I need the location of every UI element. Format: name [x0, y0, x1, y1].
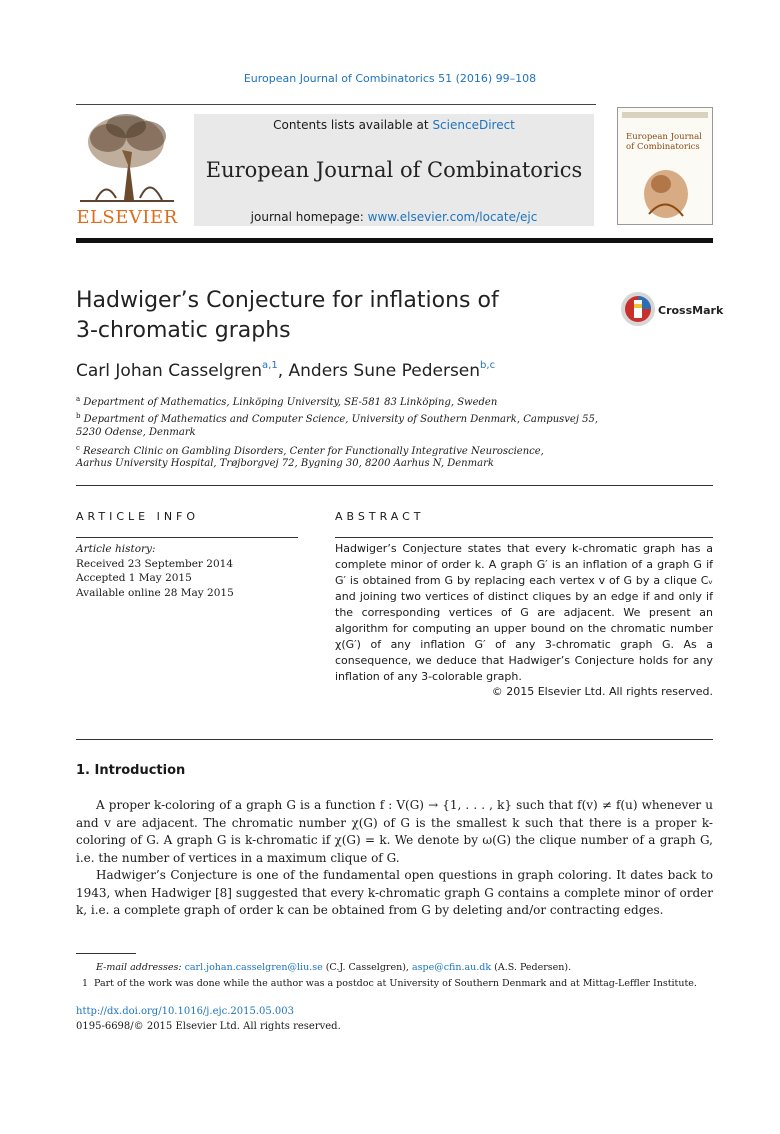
cover-top-strip [622, 112, 708, 118]
footnote-1-text: Part of the work was done while the author was a postdoc at University of Southern Denmark and at Mittag-Leffler Institute. [94, 978, 697, 989]
author-2-affil[interactable]: b,c [480, 360, 496, 371]
email-footnote [76, 960, 716, 975]
doi-link[interactable]: http://dx.doi.org/10.1016/j.ejc.2015.05.003 [76, 1006, 294, 1017]
footnote-rule [76, 953, 136, 954]
cover-title: European Journal of Combinatorics [626, 132, 702, 152]
affiliation-c-line-2: Aarhus University Hospital, Trøjborgvej 72, Bygning 30, 8200 Aarhus N, Denmark [76, 458, 494, 469]
abstract-heading: ABSTRACT [335, 510, 425, 523]
article-info-rule [76, 537, 298, 538]
elsevier-wordmark[interactable]: ELSEVIER [76, 207, 178, 228]
journal-cover[interactable] [617, 107, 713, 225]
affiliation-mark: b [76, 412, 81, 420]
affiliation-mark: c [76, 444, 80, 452]
affiliation-a [76, 392, 497, 410]
introduction-heading: 1. Introduction [76, 763, 186, 778]
crossmark-icon[interactable] [620, 291, 656, 327]
email-link-2[interactable]: aspe@cfin.au.dk [411, 962, 492, 973]
article-history [76, 542, 234, 600]
affiliation-line: Department of Mathematics and Computer Science, University of Southern Denmark, Campusvej 55, [83, 414, 599, 425]
title-line-1: Hadwiger’s Conjecture for inflations of [76, 288, 499, 313]
intro-paragraph-1: A proper k-coloring of a graph G is a function f : V(G) → {1, . . . , k} such that f(v) ≠ f(u) whenever u and v are adjacent. The chromatic number χ(G) of G is the smallest k such that there is a proper k-coloring of G. A graph G is k-chromatic if χ(G) = k. We denote by ω(G) the clique number of a graph G, i.e. the number of vertices in a maximum clique of G. [76, 798, 713, 865]
footnote-1-mark: 1 [81, 978, 89, 989]
author-separator: , [277, 361, 289, 381]
elsevier-tree-logo [76, 110, 178, 206]
abstract-end-rule [76, 739, 713, 740]
homepage-prefix: journal homepage: [250, 210, 368, 224]
journal-citation[interactable]: European Journal of Combinatorics 51 (2016) 99–108 [243, 72, 537, 85]
abstract-text: Hadwiger’s Conjecture states that every k-chromatic graph has a complete minor of order k. A graph G′ is an inflation of a graph G if G′ is obtained from G by replacing each vertex v of G by a clique Cᵥ and joining two vertices of distinct cliques by an edge if and only if the corresponding vertices of G are adjacent. We present an algorithm for computing an upper bound on the chromatic number χ(G′) of any inflation G′ of any 3-chromatic graph G. As a consequence, we deduce that Hadwiger’s Conjecture holds for any inflation of any 3-colorable graph. [335, 542, 713, 683]
email-owner-1: (C.J. Casselgren), [322, 962, 412, 973]
intro-paragraph-2: Hadwiger’s Conjecture is one of the fundamental open questions in graph coloring. It dates back to 1943, when Hadwiger [8] suggested that every k-chromatic graph G contains a complete minor of order k, i.e. a complete graph of order k can be obtained from G by deleting and/or contracting edges. [76, 868, 713, 917]
email-owner-2: (A.S. Pedersen). [491, 962, 572, 973]
contents-prefix: Contents lists available at [273, 118, 433, 132]
issn-line: 0195-6698/© 2015 Elsevier Ltd. All rights reserved. [76, 1021, 341, 1032]
affiliation-b-line-2: 5230 Odense, Denmark [76, 427, 196, 438]
homepage-line [194, 210, 594, 224]
cover-illustration [621, 164, 711, 224]
footnote-1 [76, 976, 716, 991]
history-label: Article history: [76, 543, 156, 555]
abstract-copyright: © 2015 Elsevier Ltd. All rights reserved. [491, 685, 713, 698]
affiliation-line: Department of Mathematics, Linköping University, SE-581 83 Linköping, Sweden [83, 397, 498, 408]
affiliation-mark: a [76, 395, 81, 403]
affiliation-line: Research Clinic on Gambling Disorders, Center for Functionally Integrative Neuroscience, [83, 446, 544, 457]
article-info-heading: ARTICLE INFO [76, 510, 200, 523]
article-title [76, 286, 596, 346]
author-2[interactable]: Anders Sune Pedersen [288, 361, 481, 381]
accepted-date: Accepted 1 May 2015 [76, 572, 192, 584]
author-line [76, 360, 495, 381]
email-link-1[interactable]: carl.johan.casselgren@liu.se [184, 962, 323, 973]
sciencedirect-link[interactable]: ScienceDirect [432, 118, 515, 132]
crossmark-label[interactable]: CrossMark [658, 304, 724, 317]
header-rule [76, 104, 596, 105]
received-date: Received 23 September 2014 [76, 557, 234, 570]
journal-name: European Journal of Combinatorics [205, 158, 583, 182]
author-1-affil[interactable]: a,1 [262, 360, 278, 371]
abstract-rule [335, 537, 713, 538]
contents-line [194, 118, 594, 132]
title-line-2: 3-chromatic graphs [76, 318, 291, 343]
affiliation-rule [76, 485, 713, 486]
author-1[interactable]: Carl Johan Casselgren [76, 361, 263, 381]
header-thick-rule [76, 238, 713, 243]
email-label: E-mail addresses: [96, 962, 185, 973]
homepage-link[interactable]: www.elsevier.com/locate/ejc [367, 210, 538, 224]
online-date: Available online 28 May 2015 [76, 586, 234, 599]
